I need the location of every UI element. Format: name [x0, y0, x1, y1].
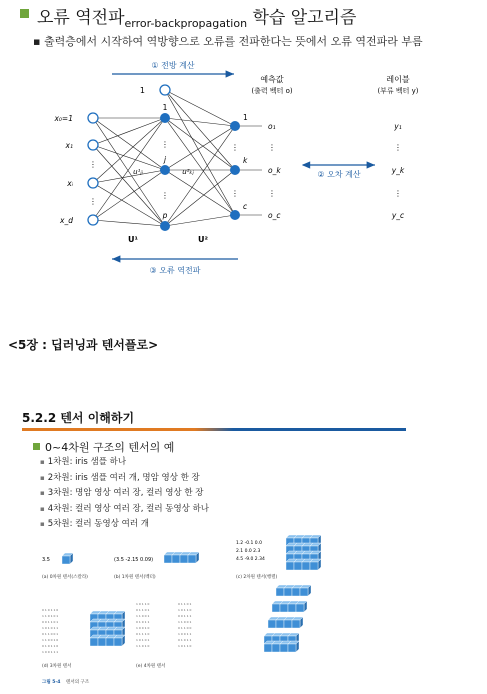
- list-item: ▪ 3차원: 명암 영상 여러 장, 컬러 영상 한 장: [40, 486, 209, 502]
- U2-label: U²: [198, 235, 208, 244]
- svg-text:1 1 0 0 1 0: 1 1 0 0 1 0: [42, 638, 59, 642]
- backprop-network-diagram: [0, 52, 487, 282]
- chapter-heading: <5장 : 딥러닝과 텐서플로>: [8, 338, 159, 352]
- label-label: 레이블: [386, 75, 410, 84]
- input-node: [88, 178, 98, 188]
- section-title: 5.2.2 텐서 이해하기: [22, 411, 135, 425]
- svg-text:1 0 0 1 1: 1 0 0 1 1: [178, 632, 192, 636]
- list-item: ▪ 1차원: iris 샘플 하나: [40, 455, 209, 471]
- error-label: ② 오차 계산: [317, 170, 361, 179]
- hidden-dots: ⋮: [161, 140, 169, 149]
- o-dots: ⋮: [268, 143, 276, 152]
- o-dots: ⋮: [268, 189, 276, 198]
- title-rule: [22, 428, 406, 431]
- svg-text:1 1 0 0 1: 1 1 0 0 1: [178, 620, 192, 624]
- list-item: ▪ 2차원: iris 샘플 여러 개, 명암 영상 한 장: [40, 471, 209, 487]
- svg-text:1 1 0 1 0: 1 1 0 1 0: [136, 644, 150, 648]
- input-node: [88, 140, 98, 150]
- input-label: x_d: [60, 216, 73, 225]
- y-dots: ⋮: [394, 143, 402, 152]
- tensor4d-cubes: [264, 585, 311, 652]
- weight-u1-label: u¹ⱼᵢ: [133, 168, 143, 176]
- hidden-node: [160, 113, 170, 123]
- svg-text:0 1 0 1 1 0: 0 1 0 1 1 0: [42, 608, 59, 612]
- o-label: o₁: [268, 122, 276, 131]
- list-item: ▪ 4차원: 컬러 영상 여러 장, 컬러 동영상 하나: [40, 502, 209, 518]
- forward-label: ① 전방 계산: [151, 61, 195, 70]
- output-node: [230, 210, 240, 220]
- svg-text:0 1 0 1 1 0: 0 1 0 1 1 0: [42, 644, 59, 648]
- y-label: y_c: [391, 211, 405, 220]
- input-label: xᵢ: [67, 179, 73, 188]
- slide-title: 오류 역전파$_{error-backpropagation}$ 학습 알고리즘: [37, 8, 357, 30]
- hidden-bias-node: [160, 85, 170, 95]
- matrix-cubes: [286, 535, 321, 570]
- hidden-label: j: [163, 155, 167, 164]
- hidden-node: [160, 221, 170, 231]
- input-label: x₀=1: [54, 114, 73, 123]
- svg-text:0 1 1 1 0: 0 1 1 1 0: [136, 632, 150, 636]
- y-label: y_k: [391, 166, 405, 175]
- svg-text:1 0 1 0 1: 1 0 1 0 1: [136, 638, 150, 642]
- label-sub: (부류 벡터 y): [377, 87, 419, 95]
- y-label: y₁: [394, 122, 402, 131]
- scalar-value: 3.5: [42, 557, 50, 563]
- dimension-list: [40, 455, 209, 533]
- figure-number: 그림 5-4: [42, 680, 61, 685]
- output-node: [230, 121, 240, 131]
- hidden-node: [160, 165, 170, 175]
- svg-text:1 0 1 0 1 1: 1 0 1 0 1 1: [42, 626, 59, 630]
- o-label: o_c: [268, 211, 281, 220]
- matrix-row: 2.1 0.0 2.3: [236, 549, 261, 554]
- tensor4d-number-grid: [136, 602, 191, 648]
- input-node: [88, 215, 98, 225]
- caption-d: (d) 3차원 텐서: [42, 664, 72, 669]
- caption-e: (e) 4차원 텐서: [136, 664, 166, 669]
- svg-text:1 0 0 1 0: 1 0 0 1 0: [136, 626, 150, 630]
- input-node: [88, 113, 98, 123]
- input-layer: [53, 113, 98, 225]
- svg-text:0 1 1 0 0: 0 1 1 0 0: [178, 626, 192, 630]
- output-label: k: [243, 156, 248, 165]
- backprop-slide: [0, 0, 487, 300]
- input-dots: ⋮: [89, 197, 97, 206]
- svg-text:0 1 0 1 1: 0 1 0 1 1: [178, 638, 192, 642]
- vector-values: (3.5 -2.15 0.09): [114, 557, 154, 563]
- svg-text:0 0 1 1 0 1: 0 0 1 1 0 1: [42, 620, 59, 624]
- caption-c: (c) 2차원 텐서(행렬): [236, 575, 278, 580]
- output-dots: ⋮: [231, 189, 239, 198]
- svg-text:0 1 0 1 1: 0 1 0 1 1: [136, 620, 150, 624]
- matrix-row: 4.5 -9.0 2.34: [236, 557, 265, 562]
- hidden-layer: [140, 85, 170, 231]
- input-dots: ⋮: [89, 160, 97, 169]
- tensor3d-cubes: [90, 611, 125, 646]
- weight-u2-label: u²ₖⱼ: [182, 168, 194, 176]
- svg-text:0 1 1 0 1: 0 1 1 0 1: [178, 602, 192, 606]
- slide-subtitle: ▪ 출력층에서 시작하여 역방향으로 오류를 전파한다는 뜻에서 오류 역전파라 부름: [33, 35, 423, 48]
- output-label: 1: [243, 113, 248, 122]
- tensor-structure-figure: [28, 535, 328, 690]
- bullet-square-icon: [20, 9, 29, 18]
- svg-text:1 0 1 1 0: 1 0 1 1 0: [178, 644, 192, 648]
- input-label: x₁: [65, 141, 73, 150]
- layer1-connections: [93, 90, 262, 226]
- tensor-slide: [0, 395, 487, 694]
- o-label: o_k: [268, 166, 281, 175]
- output-layer: [230, 113, 248, 220]
- bias-label: 1: [139, 86, 145, 95]
- U1-label: U¹: [128, 235, 138, 244]
- output-label: c: [243, 202, 248, 211]
- caption-a: (a) 0차원 텐서(스칼라): [42, 575, 88, 580]
- svg-text:0 1 1 0 0 1: 0 1 1 0 0 1: [42, 632, 59, 636]
- output-dots: ⋮: [231, 143, 239, 152]
- scalar-cube: [62, 553, 73, 564]
- hidden-dots: ⋮: [161, 191, 169, 200]
- section-bullet: 0~4차원 구조의 텐서의 예: [45, 441, 175, 454]
- backward-label: ③ 오류 역전파: [149, 266, 201, 275]
- caption-b: (b) 1차원 텐서(벡터): [114, 575, 156, 580]
- svg-text:0 1 1 0 1: 0 1 1 0 1: [136, 608, 150, 612]
- vector-cubes: [164, 552, 199, 563]
- svg-text:1 0 1 1 0: 1 0 1 1 0: [178, 608, 192, 612]
- tensor3d-number-grid: [42, 608, 58, 654]
- pred-sub: (출력 벡터 o): [251, 87, 293, 95]
- output-node: [230, 165, 240, 175]
- hidden-label: 1: [162, 103, 168, 112]
- svg-text:0 0 1 1 1: 0 0 1 1 1: [178, 614, 192, 618]
- matrix-row: 1.2 -0.1 0.0: [236, 541, 262, 546]
- bullet-square-icon: [33, 443, 40, 450]
- svg-text:1 0 0 1 1 1: 1 0 0 1 1 1: [42, 650, 59, 654]
- list-item: ▪ 5차원: 컬러 동영상 여러 개: [40, 517, 209, 533]
- pred-label: 예측값: [260, 75, 284, 84]
- figure-caption: 텐서의 구조: [66, 680, 90, 685]
- hidden-label: p: [162, 211, 168, 220]
- svg-text:1 1 0 0 1: 1 1 0 0 1: [136, 614, 150, 618]
- y-dots: ⋮: [394, 189, 402, 198]
- svg-text:1 0 1 1 0: 1 0 1 1 0: [136, 602, 150, 606]
- svg-text:1 1 0 1 0 1: 1 1 0 1 0 1: [42, 614, 59, 618]
